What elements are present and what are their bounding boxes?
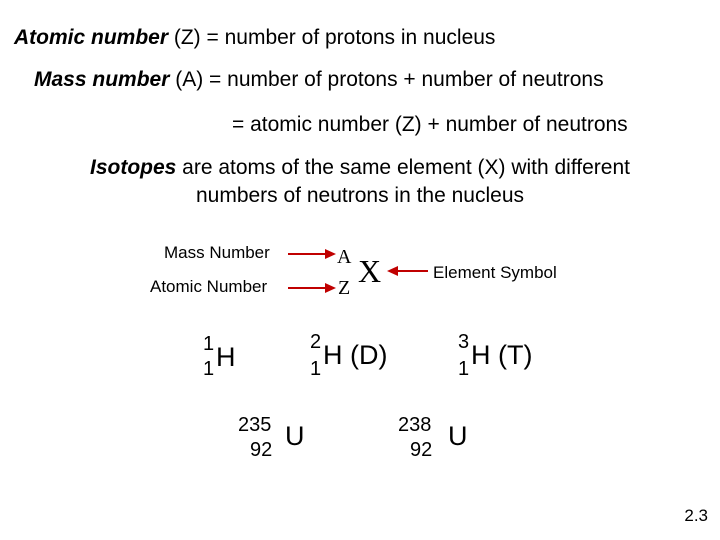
mass-number-term: Mass number bbox=[34, 68, 170, 91]
h2-suffix: (D) bbox=[342, 340, 388, 370]
atomic-number-term: Atomic number bbox=[14, 26, 169, 49]
isotopes-term: Isotopes bbox=[89, 156, 177, 179]
h3-mass: 3 bbox=[458, 331, 470, 353]
element-symbol-label: Element Symbol bbox=[433, 263, 557, 282]
mass-number-text: (A) = number of protons + number of neutrons bbox=[169, 68, 604, 91]
h1-atomic: 1 bbox=[203, 358, 215, 380]
notation-z: Z bbox=[338, 277, 351, 299]
u238-atomic: 92 bbox=[410, 439, 433, 461]
element-arrow bbox=[387, 266, 428, 276]
h1-mass: 1 bbox=[203, 333, 215, 355]
u235-symbol: U bbox=[285, 421, 305, 451]
h2-mass: 2 bbox=[310, 331, 322, 353]
h3-atomic: 1 bbox=[458, 358, 470, 380]
h1-symbol: H bbox=[216, 342, 236, 372]
isotopes-definition-line2: numbers of neutrons in the nucleus bbox=[195, 184, 525, 207]
h2-symbol: H bbox=[323, 340, 343, 370]
mass-arrow bbox=[288, 249, 336, 259]
h3-symbol: H bbox=[471, 340, 491, 370]
h3-suffix: (T) bbox=[490, 340, 533, 370]
mass-number-label: Mass Number bbox=[164, 243, 270, 262]
u235-atomic: 92 bbox=[250, 439, 273, 461]
atomic-arrow bbox=[288, 283, 336, 293]
h3-symbol-tritium bbox=[471, 340, 532, 370]
u235-mass: 235 bbox=[238, 414, 272, 436]
u238-symbol: U bbox=[448, 421, 468, 451]
notation-a: A bbox=[337, 246, 352, 268]
atomic-number-label: Atomic Number bbox=[150, 277, 268, 296]
u238-mass: 238 bbox=[398, 414, 432, 436]
page-number: 2.3 bbox=[684, 506, 708, 525]
notation-x: X bbox=[358, 253, 382, 289]
isotopes-text: are atoms of the same element (X) with different bbox=[176, 156, 630, 179]
mass-number-alternate: = atomic number (Z) + number of neutrons bbox=[232, 113, 628, 136]
h2-atomic: 1 bbox=[310, 358, 322, 380]
atomic-number-text: (Z) = number of protons in nucleus bbox=[168, 26, 496, 49]
h2-symbol-deuterium bbox=[323, 340, 387, 370]
